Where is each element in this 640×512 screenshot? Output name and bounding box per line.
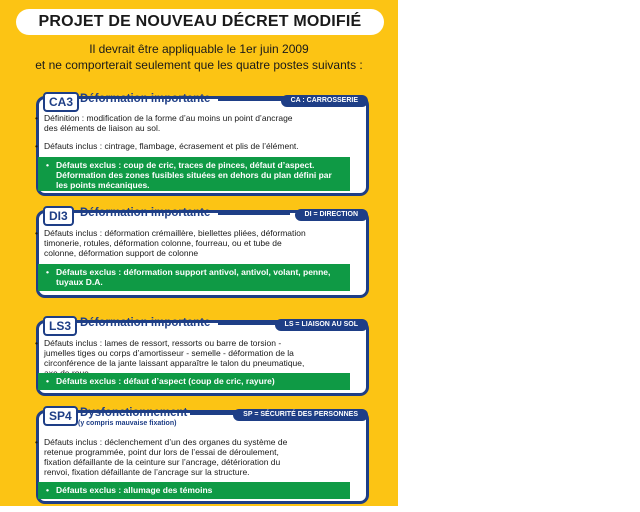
section-ls3-rule [218, 323, 280, 325]
section-di3-excluded: • Défauts exclus : déformation support antivol, antivol, volant, penne, tuyaux D.A. [38, 264, 350, 291]
section-sp4-tag: SP = SÉCURITÉ DES PERSONNES [233, 409, 368, 421]
intro-line-2: et ne comporterait seulement que les quatre postes suivants : [35, 58, 363, 72]
intro-line-1: Il devrait être appliquable le 1er juin 2009 [89, 42, 309, 56]
section-ls3-heading: Déformation importante [80, 317, 211, 329]
section-sp4-excluded: • Défauts exclus : allumage des témoins [38, 482, 350, 499]
section-ca3-tag: CA : CARROSSERIE [281, 95, 368, 107]
section-ca3-heading: Déformation importante [80, 93, 211, 105]
section-ca3-code: CA3 [43, 92, 79, 112]
section-di3-heading: Déformation importante [80, 207, 211, 219]
section-di3-tag: DI = DIRECTION [295, 209, 368, 221]
section-ca3-item: • Défauts inclus : cintrage, flambage, écrasement et plis de l’élément. [35, 141, 299, 151]
section-di3-rule [218, 213, 290, 215]
section-ls3-tag: LS = LIAISON AU SOL [275, 319, 368, 331]
section-ca3-item: • Définition : modification de la forme d’au moins un point d’ancrage des éléments de liaison au sol. [35, 113, 293, 133]
section-di3-code: DI3 [43, 206, 74, 226]
section-di3-item: • Défauts inclus : déformation crémaillère, biellettes pliées, déformation timonerie, rotules, déformation colonne, fourreau, ou et tube de colonne, déformation support de colonne [35, 228, 306, 258]
page-title: PROJET DE NOUVEAU DÉCRET MODIFIÉ [16, 9, 384, 35]
section-sp4-heading: Dysfonctionnement [80, 407, 188, 419]
section-sp4-code: SP4 [43, 406, 78, 426]
section-sp4-item: • Défauts inclus : déclenchement d’un des organes du système de retenue programmée, point dur lors de l’essai de déroulement, fixation défaillante de la ceinture sur l’ancrage, détérioration du renvoi, fixation défaillante de l’ancrage sur la structure. [35, 437, 288, 477]
section-ca3-excluded: • Défauts exclus : coup de cric, traces de pinces, défaut d’aspect. Déformation des zones fusibles situées en dehors du plan défini par les points mécaniques. [38, 157, 350, 191]
section-sp4-subheading: (y compris mauvaise fixation) [78, 420, 177, 427]
section-ls3-item: • Défauts inclus : lames de ressort, ressorts ou barre de torsion - jumelles tiges ou corps d’amortisseur - semelle - déformation de la circonférence de la jante laissant apparaître le talon du pneumatique, [35, 338, 305, 368]
section-ls3-excluded: • Défauts exclus : défaut d’aspect (coup de cric, rayure) [38, 373, 350, 390]
section-ls3-code: LS3 [43, 316, 77, 336]
section-ca3-rule [218, 99, 288, 101]
